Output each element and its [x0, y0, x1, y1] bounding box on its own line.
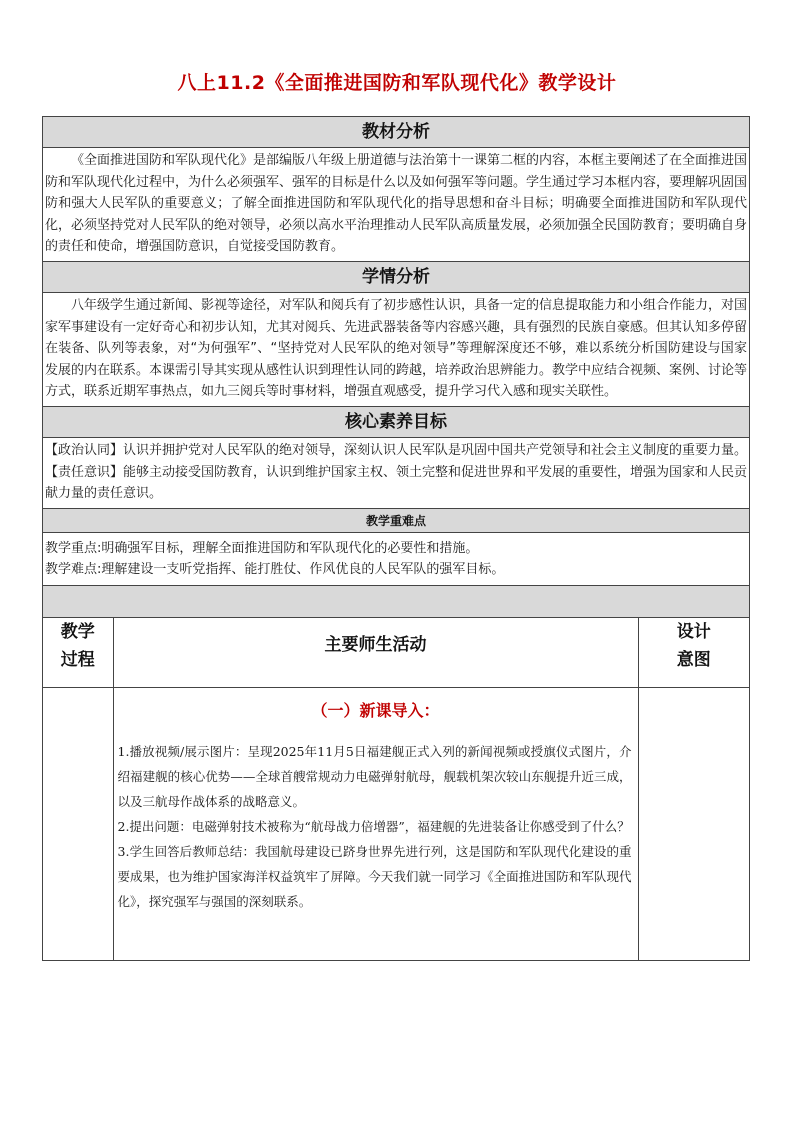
key-difficult-points-body [43, 533, 749, 586]
core-literacy-body [43, 438, 749, 509]
intro-stage-row [43, 688, 749, 960]
process-stage-cell [43, 688, 113, 960]
document-title: 八上11.2《全面推进国防和军队现代化》教学设计 [177, 72, 617, 94]
teaching-key-point: 教学重点:明确强军目标，理解全面推进国防和军队现代化的必要性和措施。 [45, 540, 479, 556]
teaching-process-header: 教学 过程 [43, 618, 113, 688]
process-header-row [43, 618, 749, 688]
textbook-analysis-body: 《全面推进国防和军队现代化》是部编版八年级上册道德与法治第十一课第二框的内容，本框主要阐述了在全面推进国防和军队现代化过程中，为什么必须强军、强军的目标是什么以及如何强军等问题。学生通过学习本框内容，要理解巩固国防和强大人民军队的重要意义；了解全面推进国防和军队现代化的指导思想和奋斗目标；明确要全面推进国防和军队现代化，必须坚持党对人民军队的绝对领导，必须以高水平治理推动人民军队高质量发展，必须加强全民国防教育；要明确自身的责任和使命，增强国防意识，自觉接受国防教育。 [43, 148, 749, 262]
core-literacy-heading: 核心素养目标 [43, 407, 749, 438]
design-intent-cell [638, 688, 749, 960]
intro-step-2: 2.提出问题：电磁弹射技术被称为“航母战力倍增器”，福建舰的先进装备让你感受到了什么？ [117, 819, 630, 835]
intro-step-3: 3.学生回答后教师总结：我国航母建设已跻身世界先进行列，这是国防和军队现代化建设的重要成果，也为维护国家海洋权益筑牢了屏障。今天我们就一同学习《全面推进国防和军队现代化》，探究强军与强国的深刻联系。 [117, 844, 632, 910]
main-activities-header: 主要师生活动 [113, 618, 638, 688]
lesson-plan-table [42, 116, 750, 961]
blank-gray-row [43, 586, 749, 618]
teaching-difficult-point: 教学难点:理解建设一支听党指挥、能打胜仗、作风优良的人民军队的强军目标。 [45, 562, 505, 578]
intro-activities-cell [113, 688, 638, 960]
textbook-analysis-heading: 教材分析 [43, 117, 749, 148]
intro-stage-title: （一）新课导入： [311, 701, 440, 721]
intro-step-1: 1.播放视频/展示图片：呈现2025年11月5日福建舰正式入列的新闻视频或授旗仪式图片，介绍福建舰的核心优势——全球首艘常规动力电磁弹射航母，舰载机架次较山东舰提升近三成，以及三航母作战体系的战略意义。 [117, 744, 632, 810]
teaching-process-table [43, 618, 749, 960]
student-analysis-heading: 学情分析 [43, 262, 749, 293]
design-intent-header: 设计 意图 [638, 618, 749, 688]
key-difficult-points-heading: 教学重难点 [43, 509, 749, 533]
responsibility-goal: 【责任意识】能够主动接受国防教育，认识到维护国家主权、领土完整和促进世界和平发展的重要性，增强为国家和人民贡献力量的责任意识。 [45, 464, 748, 502]
student-analysis-body: 八年级学生通过新闻、影视等途径，对军队和阅兵有了初步感性认识，具备一定的信息提取能力和小组合作能力，对国家军事建设有一定好奇心和初步认知，尤其对阅兵、先进武器装备等内容感兴趣，具有强烈的民族自豪感。但其认知多停留在装备、队列等表象，对“为何强军”、“坚持党对人民军队的绝对领导”等理解深度还不够，难以系统分析国防建设与国家发展的内在联系。本课需引导其实现从感性认识到理性认同的跨越，培养政治思辨能力。教学中应结合视频、案例、讨论等方式，联系近期军事热点，如九三阅兵等时事材料，增强直观感受，提升学习代入感和现实关联性。 [43, 293, 749, 407]
political-identity-goal: 【政治认同】认识并拥护党对人民军队的绝对领导，深刻认识人民军队是巩固中国共产党领导和社会主义制度的重要力量。 [45, 442, 748, 458]
